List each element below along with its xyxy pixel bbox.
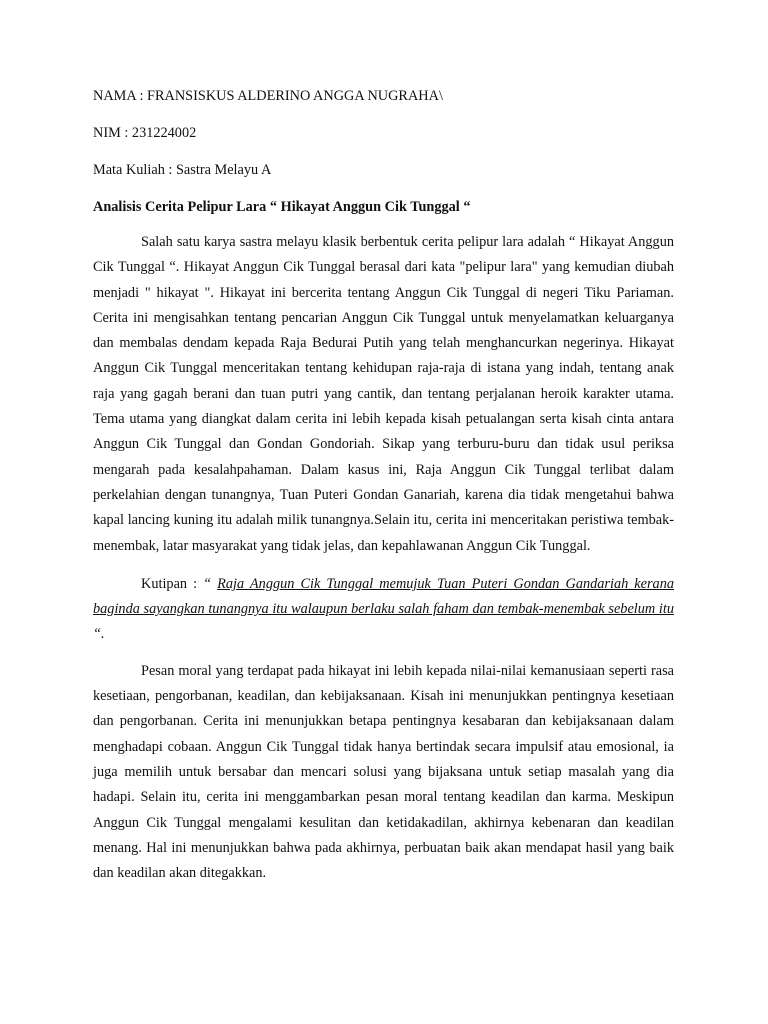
- paragraph-moral: Pesan moral yang terdapat pada hikayat ini lebih kepada nilai-nilai kemanusiaan seperti rasa kesetiaan, pengorbanan, keadilan, dan kebijaksanaan. Kisah ini menunjukkan pentingnya kesetiaan dan pengorbanan. Cerita ini menunjukkan betapa pentingnya kesabaran dan kebijaksanaan dalam menghadapi cobaan. Anggun Cik Tunggal tidak hanya bertindak secara impulsif atau emosional, ia juga memilih untuk bersabar dan mencari solusi yang bijaksana untuk setiap masalah yang dia hadapi. Selain itu, cerita ini menggambarkan pesan moral tentang keadilan dan karma. Meskipun Anggun Cik Tunggal mengalami kesulitan dan ketidakadilan, akhirnya kebenaran dan keadilan menang. Hal ini menunjukkan bahwa pada akhirnya, perbuatan baik akan mendapat hasil yang baik dan keadilan akan ditegakkan.: [93, 662, 674, 882]
- quotation-paragraph: [93, 572, 674, 648]
- quote-close-mark: “.: [93, 626, 105, 643]
- paragraph-intro: Salah satu karya sastra melayu klasik berbentuk cerita pelipur lara adalah “ Hikayat Anggun Cik Tunggal “. Hikayat Anggun Cik Tunggal berasal dari kata "pelipur lara" yang kemudian diubah menjadi " hikayat ". Hikayat ini bercerita tentang Anggun Cik Tunggal di negeri Tiku Pariaman. Cerita ini mengisahkan tentang pencarian Anggun Cik Tunggal untuk menyelamatkan keluarganya dan membalas dendam kepada Raja Bedurai Putih yang telah menghancurkan negerinya. Hikayat Anggun Cik Tunggal menceritakan tentang kehidupan raja-raja di istana yang indah, tentang anak raja yang gagah berani dan tuan putri yang cantik, dan tentang perjalanan heroik karakter utama. Tema utama yang diangkat dalam cerita ini lebih kepada kisah petualangan serta kisah cinta antara Anggun Cik Tunggal dan Gondan Gondoriah. Sikap yang terburu-buru dan tidak usul periksa mengarah pada kesalahpahaman. Dalam kasus ini, Raja Anggun Cik Tunggal terlibat dalam perkelahian dengan tunangnya, Tuan Puteri Gondan Ganariah, karena dia tidak mengetahui bahwa kapal lancing kuning itu adalah milik tunangnya.Selain itu, cerita ini menceritakan peristiwa tembak-menembak, latar masyarakat yang tidak jelas, dan kepahlawanan Anggun Cik Tunggal.: [93, 234, 674, 554]
- document-title: Analisis Cerita Pelipur Lara “ Hikayat Anggun Cik Tunggal “: [93, 199, 471, 215]
- quote-label: Kutipan :: [141, 575, 204, 592]
- quote-text: Raja Anggun Cik Tunggal memujuk Tuan Puteri Gondan Gandariah kerana baginda sayangkan tunangnya itu walaupun berlaku salah faham dan tembak-menembak sebelum itu: [93, 575, 674, 618]
- student-nim: NIM : 231224002: [93, 125, 197, 141]
- course-name: Mata Kuliah : Sastra Melayu A: [93, 162, 272, 178]
- student-name: NAMA : FRANSISKUS ALDERINO ANGGA NUGRAHA\: [93, 88, 443, 104]
- quote-open-mark: “: [203, 575, 218, 592]
- document-page: [93, 86, 674, 899]
